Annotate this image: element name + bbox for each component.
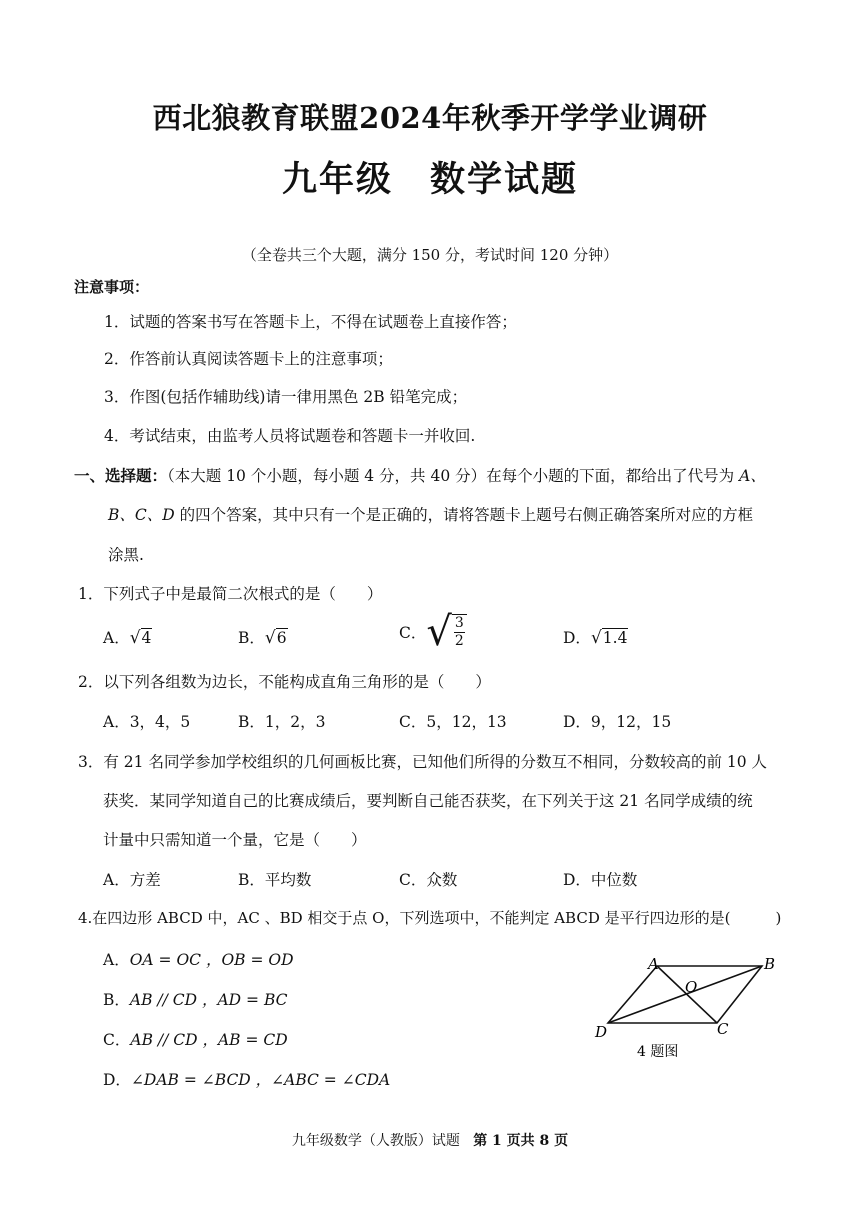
question-2-option-b: B．1，2，3 [238, 713, 326, 731]
section-line2-text: 的四个答案，其中只有一个是正确的，请将答题卡上题号右侧正确答案所对应的方框 [174, 506, 754, 524]
question-3-line2: 获奖．某同学知道自己的比赛成绩后，要判断自己能否获奖，在下列关于这 21 名同学成绩的统 [103, 792, 753, 810]
question-1-option-c [399, 609, 467, 655]
option-label: B． [103, 991, 130, 1009]
question-2-option-a: A．3，4，5 [103, 713, 191, 731]
notes-heading: 注意事项： [74, 278, 150, 296]
vertex-label-b: B [764, 955, 776, 973]
question-3-line3: 计量中只需知道一个量，它是（ ） [103, 831, 367, 849]
question-1-option-b [238, 626, 288, 648]
math-expression: ∠DAB = ∠BCD ，∠ABC = ∠CDA [130, 1071, 391, 1089]
parallelogram-figure [585, 950, 795, 1065]
option-label: A． [103, 951, 130, 969]
question-2-option-c: C．5，12，13 [399, 713, 507, 731]
vertex-label-d: D [595, 1023, 608, 1041]
figure-caption: 4 题图 [637, 1044, 679, 1060]
radicand: 4 [141, 629, 152, 647]
question-4-option-c [103, 1028, 288, 1050]
vertex-label-a: A [648, 955, 659, 973]
exam-info: （全卷共三个大题，满分 150 分，考试时间 120 分钟） [241, 246, 619, 264]
question-3-option-c: C．众数 [399, 871, 458, 889]
note-item-3: 3．作图(包括作辅助线)请一律用黑色 2B 铅笔完成； [104, 388, 468, 406]
question-2-stem: 2．以下列各组数为边长，不能构成直角三角形的是（ ） [78, 673, 491, 691]
sqrt-expression: √4 [129, 628, 152, 648]
section-description: （本大题 10 个小题，每小题 4 分，共 40 分）在每个小题的下面，都给出了代号为 [167, 467, 735, 485]
option-label: C． [103, 1031, 131, 1049]
vertex-label-c: C [717, 1020, 729, 1038]
footer-title: 九年级数学（人教版）试题 [291, 1133, 460, 1149]
question-3-line1: 3．有 21 名同学参加学校组织的几何画板比赛，已知他们所得的分数互不相同，分数较高的前 10 人 [78, 753, 768, 771]
section-heading: 一、选择题： [74, 466, 168, 485]
numerator: 3 [454, 615, 464, 632]
question-1-option-d [563, 626, 628, 648]
page-footer [0, 1130, 860, 1150]
question-3-option-d: D．中位数 [563, 871, 638, 889]
exam-subtitle: 九年级 数学试题 [281, 159, 578, 200]
section-letter-a: A、 [739, 467, 766, 485]
question-4-option-b [103, 988, 288, 1010]
radicand: 6 [276, 629, 287, 647]
section-heading-line1 [74, 464, 766, 486]
math-expression: OA = OC ，OB = OD [129, 951, 294, 969]
question-4-option-a [103, 948, 294, 970]
option-label: D． [563, 629, 591, 647]
radicand: 1.4 [602, 629, 628, 647]
point-label-o: O [685, 978, 698, 996]
option-label: B． [238, 629, 265, 647]
section-heading-line2 [108, 503, 753, 525]
question-1-option-a [103, 626, 152, 648]
question-2-option-d: D．9，12，15 [563, 713, 672, 731]
question-4-stem: 4.在四边形 ABCD 中，AC 、BD 相交于点 O，下列选项中，不能判定 ABCD 是平行四边形的是( ) [78, 909, 782, 927]
math-expression: AB // CD ，AB = CD [130, 1031, 288, 1049]
sqrt-fraction-expression: √ $\frac{3}{2}$ [426, 612, 466, 652]
option-label: A． [103, 629, 130, 647]
question-3-option-b: B．平均数 [238, 871, 312, 889]
exam-title: 西北狼教育联盟2024年秋季开学学业调研 [152, 101, 708, 135]
question-4-option-d [103, 1068, 390, 1090]
denominator: 2 [454, 633, 464, 649]
sqrt-expression: √6 [264, 628, 287, 648]
question-1-stem: 1．下列式子中是最简二次根式的是（ ） [78, 585, 383, 603]
note-item-4: 4．考试结束，由监考人员将试题卷和答题卡一并收回. [104, 427, 476, 445]
math-expression: AB // CD ，AD = BC [129, 991, 288, 1009]
note-item-2: 2．作答前认真阅读答题卡上的注意事项； [104, 350, 393, 368]
section-letters: B、C、D [108, 506, 175, 524]
sqrt-expression: √1.4 [590, 628, 628, 648]
option-label: C． [399, 624, 427, 642]
question-3-option-a: A．方差 [103, 871, 161, 889]
footer-page-number: 第 1 页共 8 页 [473, 1133, 569, 1149]
option-label: D． [103, 1071, 131, 1089]
section-heading-line3: 涂黑. [108, 546, 144, 564]
fraction [452, 614, 467, 650]
note-item-1: 1．试题的答案书写在答题卡上，不得在试题卷上直接作答； [104, 313, 517, 331]
